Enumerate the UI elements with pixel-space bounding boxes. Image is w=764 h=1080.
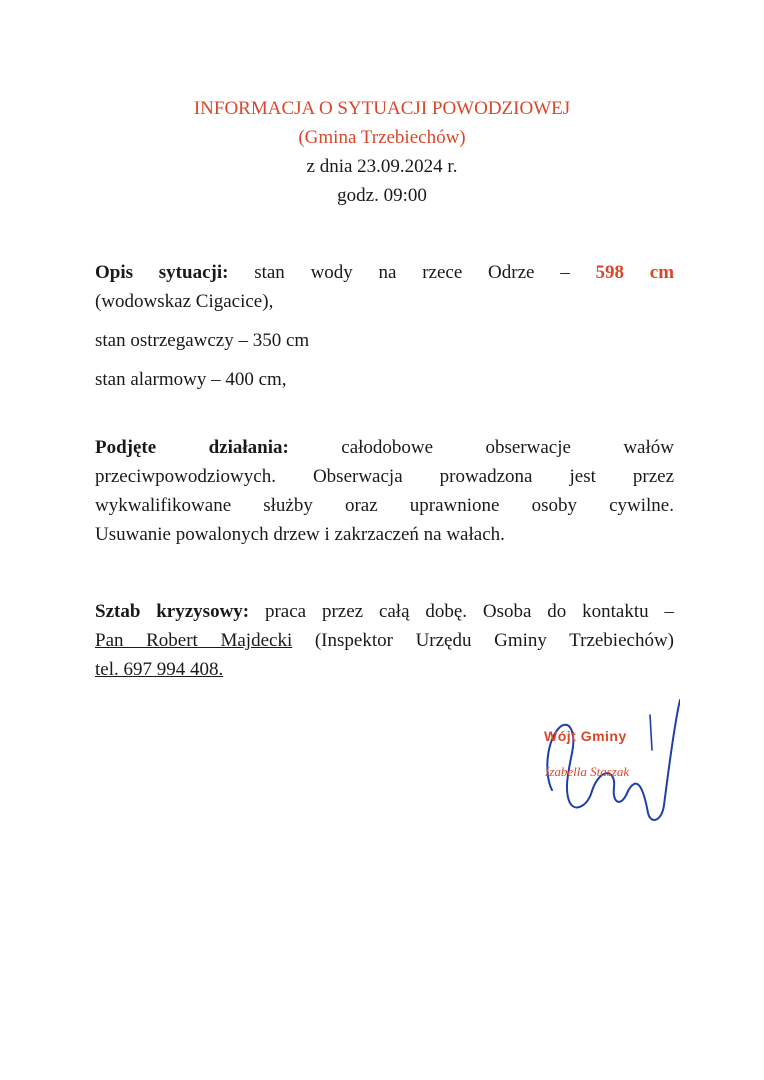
actions-line-3: wykwalifikowane służby oraz uprawnione osoby cywilne.	[95, 495, 674, 516]
situation-line-1	[95, 258, 674, 287]
crisis-line-2	[95, 626, 674, 655]
crisis-line-1-text: praca przez całą dobę. Osoba do kontaktu –	[264, 601, 674, 622]
document-time: godz. 09:00	[337, 185, 427, 206]
crisis-line-3	[95, 655, 674, 684]
contact-phone: tel. 697 994 408.	[95, 659, 224, 680]
crisis-label: Sztab kryzysowy:	[95, 601, 250, 622]
situation-section	[95, 258, 674, 394]
contact-name: Pan Robert Majdecki	[95, 630, 293, 651]
actions-line-1	[95, 433, 674, 462]
contact-role: (Inspektor Urzędu Gminy Trzebiechów)	[314, 630, 675, 651]
actions-label: Podjęte działania:	[95, 437, 289, 458]
actions-line-4: Usuwanie powalonych drzew i zakrzaczeń na wałach.	[95, 524, 505, 545]
situation-label: Opis sytuacji:	[95, 262, 229, 283]
document-date: z dnia 23.09.2024 r.	[306, 156, 458, 177]
crisis-section	[95, 597, 674, 684]
actions-line-1-text: całodobowe obserwacje wałów	[341, 437, 674, 458]
warning-level: stan ostrzegawczy – 350 cm	[95, 330, 310, 351]
alarm-level: stan alarmowy – 400 cm,	[95, 369, 287, 390]
gauge-name: (wodowskaz Cigacice),	[95, 291, 274, 312]
signature-stamp	[530, 695, 680, 835]
water-level-value: 598 cm	[595, 262, 675, 283]
document-header	[0, 94, 764, 210]
situation-text: stan wody na rzece Odrze –	[254, 262, 570, 283]
crisis-line-1	[95, 597, 674, 626]
signature-name: Izabella Staszak	[545, 764, 630, 779]
document-subtitle: (Gmina Trzebiechów)	[298, 127, 466, 148]
signature-title: Wójt Gminy	[544, 728, 627, 744]
document-title: INFORMACJA O SYTUACJI POWODZIOWEJ	[193, 98, 571, 119]
actions-line-2: przeciwpowodziowych. Obserwacja prowadzona jest przez	[95, 466, 674, 487]
actions-section	[95, 433, 674, 549]
